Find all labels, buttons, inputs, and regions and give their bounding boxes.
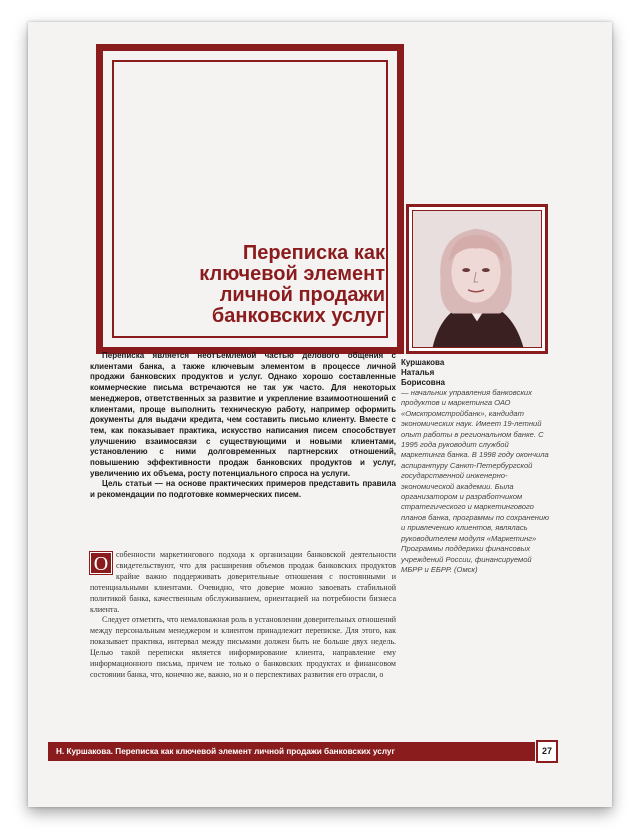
body-paragraph <box>90 550 396 615</box>
article-lead <box>90 351 396 501</box>
portrait-icon <box>413 211 541 347</box>
author-photo <box>412 210 542 348</box>
lead-paragraph: Цель статьи — на основе практических примеров представить правила и рекомендации по подготовке коммерческих писем. <box>90 479 396 500</box>
body-first-text: собенности маркетингового подхода к организации банковской деятельности свидетельствуют, что для расширения объемов продаж банковских продуктов крайне важно поддерживать доверительные отношения с постоянными и потенциальными клиентами. Очевидно, что доверие можно завоевать стабильной политикой банка, качественным обслуживанием, ориентацией на потребности бизнеса клиента. <box>90 550 396 614</box>
lead-paragraph: Переписка является неотъемлемой частью делового общения с клиентами банка, а также ключевым элементом в процессе личной продажи банковских продуктов и услуг. Однако хорошо составленные коммерческие письма встречаются не так уж часто. Для некоторых менеджеров, ответственных за развитие и укрепление взаимоотношений с клиентами, проще выполнить техническую работу, например оформить документы для выдачи кредита, чем составить письмо клиенту. Вместе с тем, как показывает практика, искусство написания писем способствует улучшению взаимосвязи с существующими и новыми клиентами, установлению с ними долговременных партнерских отношений, повышению эффективности продаж банковских продуктов и услуг, увеличению их объема, росту потенциального спроса на услуги. <box>90 351 396 478</box>
author-surname: Куршакова <box>401 358 445 367</box>
body-paragraph: Следует отметить, что немаловажная роль в установлении доверительных отношений между персональным менеджером и клиентом принадлежит переписке. Для этого, как показывает практика, интервал между письмами должен быть не больше двух недель. Целью такой переписки является информирование клиента, направление ему информационного письма, причем не только о банковских продуктах и финансовом состоянии банка, что, конечно же, важно, но и о перспективах развития его отрасли, о <box>90 615 396 679</box>
author-first-name: Наталья <box>401 368 435 377</box>
running-footer: Н. Куршакова. Переписка как ключевой элемент личной продажи банковских услуг <box>48 742 535 761</box>
magazine-page <box>28 22 612 807</box>
author-patronymic: Борисовна <box>401 378 445 387</box>
author-bio: — начальник управления банковских продуктов и маркетинга ОАО «Омскпромстройбанк», кандидат экономических наук. Имеет 19-летний опыт работы в региональном банке. С 1995 года руководит службой маркетинга банка. В 1998 году окончила аспирантуру Санкт-Петербургской государственной инженерно-экономической академии. Была организатором и разработчиком стратегического и маркетингового планов банка, программы по сохранению и привлечению клиентов, являлась руководителем модуля «Маркетинг» Программы поддержки финансовых учреждений России, финансируемой МБРР и ЕБРР. (Омск) <box>401 388 549 574</box>
author-photo-frame <box>406 204 548 354</box>
drop-cap: О <box>90 552 112 574</box>
title-frame <box>96 44 404 354</box>
page-number: 27 <box>536 740 558 763</box>
author-sidebar <box>401 358 549 575</box>
article-title: Переписка как ключевой элемент личной продажи банковских услуг <box>199 242 385 327</box>
article-body <box>90 550 396 681</box>
